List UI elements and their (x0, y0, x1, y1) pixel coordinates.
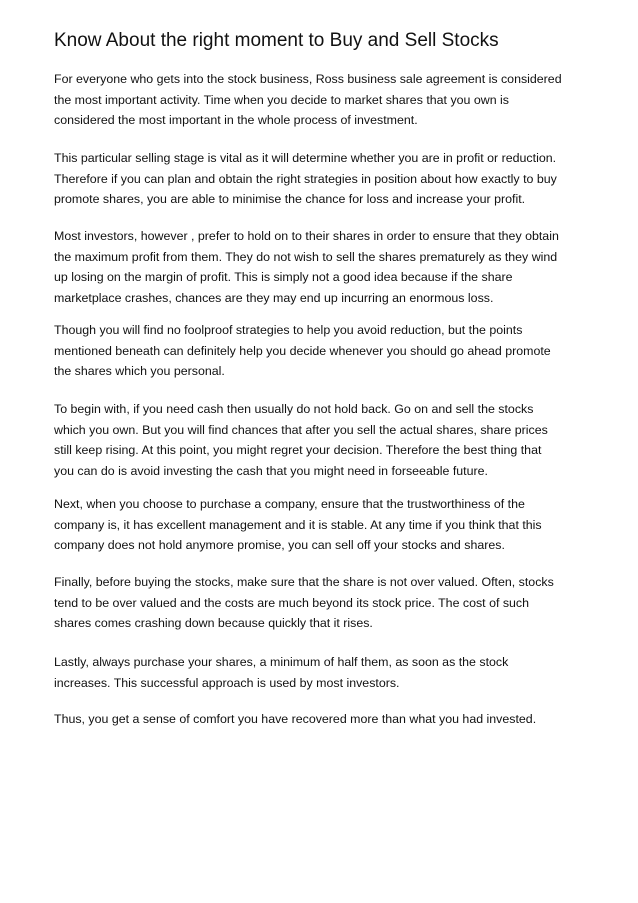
paragraph (54, 226, 594, 308)
paragraph-line: This particular selling stage is vital as it will determine whether you are in profit or reduction. (54, 151, 557, 165)
paragraph (54, 709, 594, 730)
paragraph-line: shares comes crashing down because quickly that it rises. (54, 616, 373, 631)
paragraph-line: Most investors, however , prefer to hold on to their shares in order to ensure that they obtain (54, 229, 559, 243)
paragraph (54, 148, 594, 210)
paragraph-line: For everyone who gets into the stock business, Ross business sale agreement is considered (54, 72, 562, 86)
paragraph (54, 399, 594, 481)
paragraph (54, 572, 594, 634)
paragraph-line: you can do is avoid investing the cash that you might need in forseeable future. (54, 463, 488, 478)
paragraph (54, 494, 594, 556)
paragraph-line: the maximum profit from them. They do not wish to sell the shares prematurely as they wind (54, 249, 558, 264)
page-title: Know About the right moment to Buy and Sell Stocks (54, 30, 499, 51)
paragraph-line: increases. This successful approach is used by most investors. (54, 675, 400, 690)
paragraph-line: Finally, before buying the stocks, make sure that the share is not over valued. Often, stocks (54, 575, 554, 589)
paragraph-line: still keep rising. At this point, you might regret your decision. Therefore the best thing that (54, 443, 542, 458)
paragraph-line: promote shares, you are able to minimise the chance for loss and increase your profit. (54, 192, 526, 207)
paragraph-line: mentioned beneath can definitely help you decide whenever you should go ahead promote (54, 343, 551, 358)
paragraph (54, 652, 594, 693)
paragraph-line: the shares which you personal. (54, 364, 225, 379)
paragraph-line: company is, it has excellent management and it is stable. At any time if you think that this (54, 517, 542, 532)
paragraph-line: Lastly, always purchase your shares, a minimum of half them, as soon as the stock (54, 655, 509, 669)
paragraph-line: Therefore if you can plan and obtain the right strategies in position about how exactly to buy (54, 171, 557, 186)
paragraph-line: up losing on the margin of profit. This is simply not a good idea because if the share (54, 270, 513, 285)
paragraph-line: the most important activity. Time when you decide to market shares that you own is (54, 92, 509, 107)
paragraph-line: To begin with, if you need cash then usually do not hold back. Go on and sell the stocks (54, 402, 534, 416)
paragraph-line: Though you will find no foolproof strategies to help you avoid reduction, but the points (54, 323, 523, 337)
paragraph-line: which you own. But you will find chances that after you sell the actual shares, share prices (54, 422, 548, 437)
paragraph (54, 320, 594, 382)
paragraph-line: marketplace crashes, chances are they may end up incurring an enormous loss. (54, 290, 494, 305)
paragraph-line: considered the most important in the whole process of investment. (54, 113, 418, 128)
paragraph (54, 69, 594, 131)
paragraph-line: tend to be over valued and the costs are much beyond its stock price. The cost of such (54, 595, 530, 610)
paragraph-line: Thus, you get a sense of comfort you have recovered more than what you had invested. (54, 712, 537, 726)
paragraph-line: company does not hold anymore promise, you can sell off your stocks and shares. (54, 538, 505, 553)
paragraph-line: Next, when you choose to purchase a company, ensure that the trustworthiness of the (54, 497, 525, 511)
